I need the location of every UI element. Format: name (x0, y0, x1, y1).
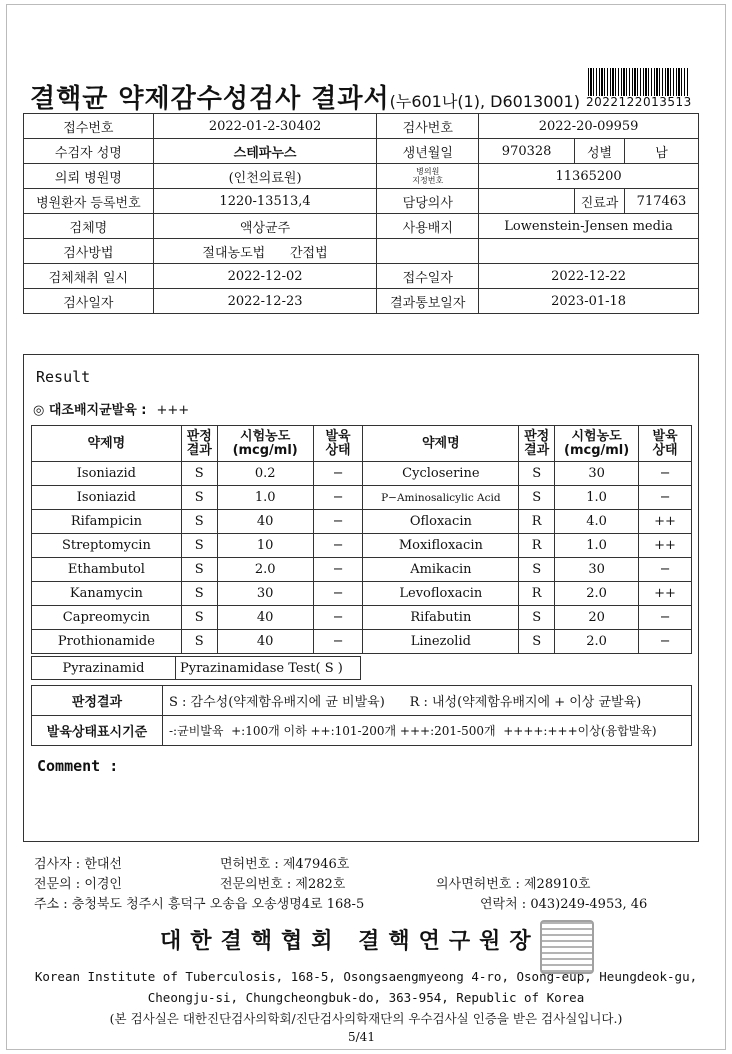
examiner: 검사자 : 한대선 (34, 857, 122, 872)
patient-info-table (23, 113, 699, 314)
pyrazinamide-table (31, 656, 361, 680)
method: 절대농도법 간접법 (153, 239, 377, 264)
table-row: Capreomycin S 40 − Rifabutin S 20 − (32, 606, 692, 630)
medium-label: 사용배지 (377, 214, 479, 239)
pza-value: Pyrazinamidase Test( S ) (176, 657, 361, 680)
sex-label: 성별 (575, 139, 625, 164)
doctor-license: 의사면허번호 : 제28910호 (436, 877, 591, 892)
dept-label: 진료과 (575, 189, 625, 214)
specimen: 액상균주 (153, 214, 377, 239)
judge-legend-text: S : 감수성(약제함유배지에 균 비발육) R : 내성(약제함유배지에 + 이상 균발육) (163, 686, 692, 716)
institute-name: 대한결핵협회 결핵연구원장 (160, 929, 540, 954)
page-number: 5/41 (348, 1030, 375, 1044)
name-label: 수검자 성명 (24, 139, 154, 164)
dept: 717463 (625, 189, 699, 214)
receipt-no: 2022-01-2-30402 (153, 114, 377, 139)
patient-reg-label: 병원환자 등록번호 (24, 189, 154, 214)
table-row: Isoniazid S 1.0 − P−Aminosalicylic Acid S 1.0 − (32, 486, 692, 510)
specimen-label: 검체명 (24, 214, 154, 239)
barcode-number: 2022122013513 (586, 95, 692, 109)
test-no-label: 검사번호 (377, 114, 479, 139)
pza-label: Pyrazinamid (32, 657, 176, 680)
english-address-1: Korean Institute of Tuberculosis, 168-5, Osongsaengmyeong 4-ro, Osong-eup, Heungdeok-gu, (34, 969, 698, 984)
receipt-no-label: 접수번호 (24, 114, 154, 139)
empty-cell (377, 239, 479, 264)
result-label: Result (36, 368, 91, 386)
license-no: 면허번호 : 제47946호 (220, 857, 350, 872)
barcode-icon (588, 68, 688, 96)
growth-legend-label: 발육상태표시기준 (32, 716, 163, 746)
receipt-date-label: 접수일자 (377, 264, 479, 289)
hosp-code-label: 병의원 지정번호 (377, 164, 479, 189)
table-row: Ethambutol S 2.0 − Amikacin S 30 − (32, 558, 692, 582)
comment-label: Comment : (37, 757, 119, 775)
control-growth: ◎ 대조배지균발육 : +++ (33, 403, 190, 418)
address: 주소 : 충청북도 청주시 흥덕구 오송읍 오송생명4로 168-5 (34, 897, 365, 912)
header-judge: 판정 결과 (181, 426, 217, 462)
legend-table (31, 685, 692, 746)
method-label: 검사방법 (24, 239, 154, 264)
header-judge: 판정 결과 (519, 426, 555, 462)
hospital: (인천의료원) (153, 164, 377, 189)
table-row: Rifampicin S 40 − Ofloxacin R 4.0 ++ (32, 510, 692, 534)
document-subtitle: (누601나(1), D6013001) (389, 92, 580, 111)
header-conc: 시험농도 (mcg/ml) (217, 426, 313, 462)
certification-note: (본 검사실은 대한진단검사의학회/진단검사의학재단의 우수검사실 인증을 받은 검사실입니다.) (109, 1011, 623, 1026)
collect-date: 2022-12-02 (153, 264, 377, 289)
header-growth: 발육 상태 (313, 426, 363, 462)
report-date-label: 결과통보일자 (377, 289, 479, 314)
patient-reg: 1220-13513,4 (153, 189, 377, 214)
official-seal-icon (540, 920, 594, 974)
doctor-label: 담당의사 (377, 189, 479, 214)
judge-legend-label: 판정결과 (32, 686, 163, 716)
drug-table (31, 425, 692, 654)
medium: Lowenstein-Jensen media (479, 214, 699, 239)
table-row: Kanamycin S 30 − Levofloxacin R 2.0 ++ (32, 582, 692, 606)
header-growth: 발육 상태 (639, 426, 692, 462)
header-drug: 약제명 (363, 426, 519, 462)
test-no: 2022-20-09959 (479, 114, 699, 139)
doctor (479, 189, 575, 214)
patient-name: 스테파누스 (153, 139, 377, 164)
sex: 남 (625, 139, 699, 164)
test-date: 2022-12-23 (153, 289, 377, 314)
collect-date-label: 검체채취 일시 (24, 264, 154, 289)
hosp-code: 11365200 (479, 164, 699, 189)
control-growth-value: +++ (156, 403, 190, 418)
header-conc: 시험농도 (mcg/ml) (555, 426, 639, 462)
english-address-2: Cheongju-si, Chungcheongbuk-do, 363-954, Republic of Korea (147, 990, 585, 1005)
table-row: Streptomycin S 10 − Moxifloxacin R 1.0 ++ (32, 534, 692, 558)
hospital-label: 의뢰 병원명 (24, 164, 154, 189)
dob: 970328 (479, 139, 575, 164)
empty-cell (479, 239, 699, 264)
report-date: 2023-01-18 (479, 289, 699, 314)
growth-legend-text: -:균비발육 +:100개 이하 ++:101-200개 +++:201-500개 ++++:+++이상(융합발육) (163, 716, 692, 746)
dob-label: 생년월일 (377, 139, 479, 164)
specialist-no: 전문의번호 : 제282호 (220, 877, 346, 892)
header-drug: 약제명 (32, 426, 182, 462)
document-title: 결핵균 약제감수성검사 결과서(누601나(1), D6013001) (30, 84, 580, 114)
phone: 연락처 : 043)249-4953, 46 (480, 897, 648, 912)
test-date-label: 검사일자 (24, 289, 154, 314)
receipt-date: 2022-12-22 (479, 264, 699, 289)
table-row: Isoniazid S 0.2 − Cycloserine S 30 − (32, 462, 692, 486)
specialist: 전문의 : 이경인 (34, 877, 122, 892)
table-row: Prothionamide S 40 − Linezolid S 2.0 − (32, 630, 692, 654)
